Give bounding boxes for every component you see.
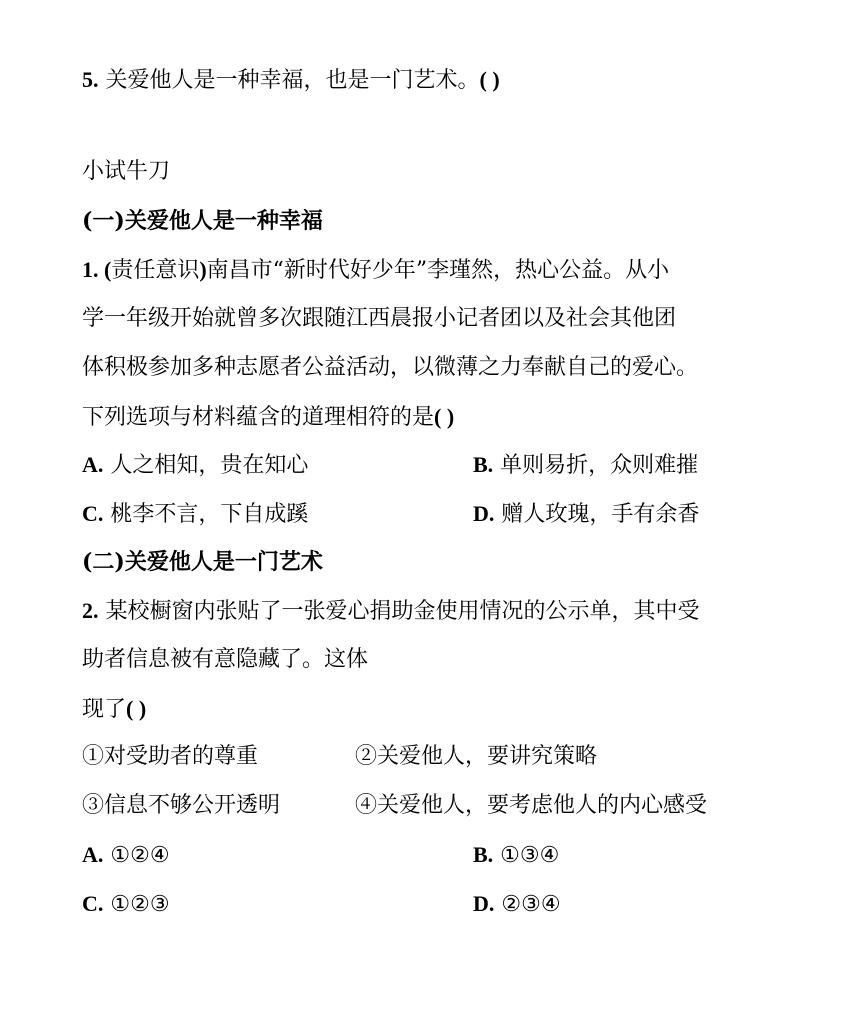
statement-4: ④关爱他人，要考虑他人的内心感受 — [355, 793, 708, 818]
option-a[interactable] — [82, 843, 170, 868]
question-number: 1. — [82, 257, 99, 282]
question-1-line-2: 学一年级开始就曾多次跟随江西晨报小记者团以及社会其他团 — [82, 306, 677, 331]
option-letter: B. — [473, 452, 494, 477]
option-letter: A. — [82, 842, 104, 867]
option-text: ①②④ — [103, 843, 170, 868]
answer-parenthesis: ( ) — [434, 404, 455, 429]
option-text: ②③④ — [494, 892, 561, 917]
option-text: 赠人玫瑰，手有余香 — [494, 502, 700, 527]
question-number: 2. — [82, 598, 99, 623]
question-2-line-2: 助者信息被有意隐藏了。这体 — [82, 647, 369, 672]
option-letter: D. — [473, 891, 495, 916]
question-1-line-4 — [82, 397, 454, 437]
option-d[interactable] — [473, 494, 699, 535]
tag-open: ( — [98, 257, 112, 282]
option-d[interactable] — [473, 884, 561, 925]
option-c[interactable] — [82, 892, 170, 917]
question-2-line-3 — [82, 689, 146, 729]
question-text: 下列选项与材料蕴含的道理相符的是 — [82, 405, 435, 430]
question-1-options-row-2 — [82, 494, 792, 534]
answer-parenthesis: ( ) — [126, 696, 147, 721]
option-text: 人之相知，贵在知心 — [103, 453, 309, 478]
question-1-options-row-1 — [82, 445, 792, 485]
question-2-items-row-2 — [82, 786, 792, 826]
question-number: 5. — [82, 67, 99, 92]
option-letter: C. — [82, 501, 104, 526]
question-text: 南昌市“新时代好少年”李瑾然，热心公益。从小 — [206, 258, 670, 283]
question-2-options-row-2 — [82, 884, 792, 924]
option-text: 桃李不言，下自成蹊 — [103, 502, 309, 527]
option-a[interactable] — [82, 453, 308, 478]
option-letter: D. — [473, 501, 495, 526]
option-letter: B. — [473, 842, 494, 867]
option-letter: C. — [82, 891, 104, 916]
question-1-line-1 — [82, 250, 669, 290]
option-b[interactable] — [473, 835, 559, 876]
question-text: 某校橱窗内张贴了一张爱心捐助金使用情况的公示单，其中受 — [98, 599, 700, 624]
question-2-items-row-1 — [82, 737, 792, 777]
option-text: ①②③ — [103, 892, 170, 917]
question-tag: 责任意识 — [111, 258, 200, 283]
statement-3: ③信息不够公开透明 — [82, 793, 281, 818]
answer-parenthesis: ( ) — [479, 67, 500, 92]
question-text: 关爱他人是一种幸福，也是一门艺术。 — [98, 68, 480, 93]
statement-1: ①对受助者的尊重 — [82, 744, 259, 769]
question-5 — [82, 60, 500, 100]
option-b[interactable] — [473, 445, 698, 486]
question-2-options-row-1 — [82, 835, 792, 875]
question-2-line-1 — [82, 591, 700, 631]
option-letter: A. — [82, 452, 104, 477]
subsection-title-1: (一)关爱他人是一种幸福 — [82, 208, 323, 234]
subsection-title-2: (二)关爱他人是一门艺术 — [82, 549, 323, 575]
option-c[interactable] — [82, 502, 308, 527]
question-1-line-3: 体积极参加多种志愿者公益活动，以微薄之力奉献自己的爱心。 — [82, 355, 699, 380]
option-text: ①③④ — [493, 843, 560, 868]
tag-close: ) — [199, 257, 207, 282]
question-text: 现了 — [82, 697, 127, 722]
section-title: 小试牛刀 — [82, 159, 171, 184]
statement-2: ②关爱他人，要讲究策略 — [355, 744, 598, 769]
option-text: 单则易折，众则难摧 — [493, 453, 699, 478]
